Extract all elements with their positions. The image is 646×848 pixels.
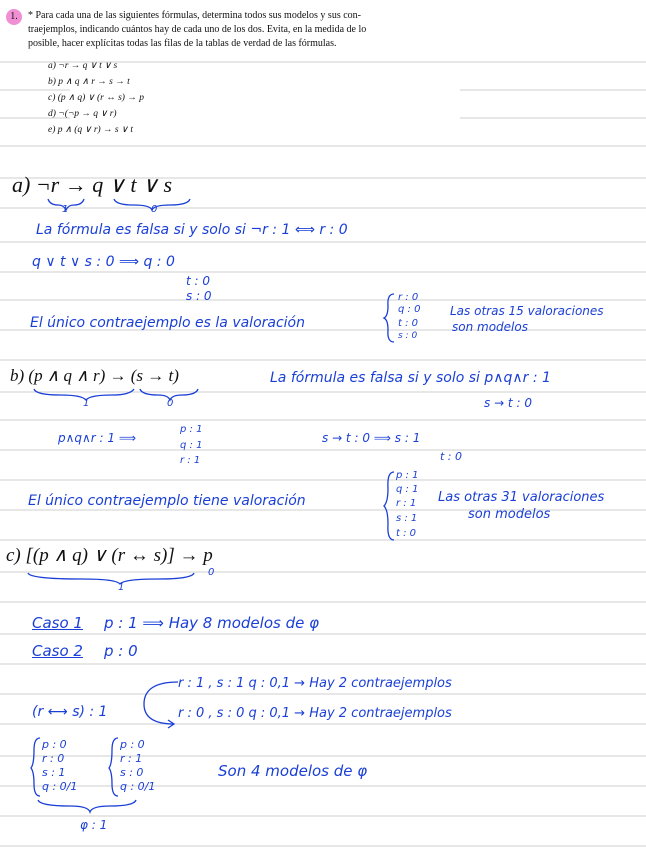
- problem-item-b: b) p ∧ q ∧ r → s → t: [48, 77, 130, 87]
- part-c-heading: c) [(p ∧ q) ∨ (r ↔ s)] → p: [6, 545, 213, 566]
- problem-item-a: a) ¬r → q ∨ t ∨ s: [48, 61, 118, 71]
- problem-number-badge: [6, 9, 22, 25]
- part-c-caso2-text: p : 0: [104, 642, 138, 660]
- part-c-branch-1: r : 1 , s : 1 q : 0,1 → Hay 2 contraejemplos: [178, 676, 452, 691]
- part-a-line-2c: s : 0: [186, 289, 212, 303]
- part-b-mid-eq: s → t : 0 ⟹ s : 1: [322, 431, 421, 445]
- part-c-caso2-label: Caso 2: [32, 642, 83, 660]
- part-c-brace-left-value: 1: [118, 582, 125, 593]
- part-b-left-val-p: p : 1: [180, 424, 203, 435]
- part-a-others: Las otras 15 valoraciones: [450, 304, 604, 318]
- part-c-caso1-label: Caso 1: [32, 614, 83, 632]
- part-b-left-eq: p∧q∧r : 1 ⟹: [58, 431, 137, 445]
- part-a-heading: a) ¬r → q ∨ t ∨ s: [12, 172, 173, 197]
- part-b-val-r: r : 1: [396, 498, 417, 509]
- part-c-set1-q: q : 0/1: [42, 780, 78, 793]
- part-c-branch-arrows: [134, 676, 184, 730]
- part-a-braces: [44, 196, 224, 220]
- part-b-heading: b) (p ∧ q ∧ r) → (s → t): [10, 366, 179, 385]
- part-b-others-2: son modelos: [468, 507, 551, 522]
- part-b-mid-val: t : 0: [440, 450, 463, 463]
- part-c-branch-2: r : 0 , s : 0 q : 0,1 → Hay 2 contraejemplos: [178, 706, 452, 721]
- part-a-line-2: q ∨ t ∨ s : 0 ⟹ q : 0: [32, 254, 175, 270]
- part-a-brace-right-value: 0: [151, 204, 158, 215]
- part-a-val-q: q : 0: [398, 304, 421, 315]
- part-b-val-p: p : 1: [396, 470, 419, 481]
- problem-item-c: c) (p ∧ q) ∨ (r ↔ s) → p: [48, 93, 144, 103]
- part-b-val-q: q : 1: [396, 484, 419, 495]
- part-c-brace-right-value: 0: [208, 567, 215, 578]
- problem-text-line-3: posible, hacer explícitas todas las filas de la tablas de verdad de las fórmulas.: [28, 38, 337, 49]
- part-a-val-t: t : 0: [398, 318, 419, 329]
- part-c-set1-s: s : 1: [42, 766, 66, 779]
- part-c-iff-label: (r ⟷ s) : 1: [32, 704, 108, 720]
- part-b-left-val-r: r : 1: [180, 455, 201, 466]
- part-a-others-2: son modelos: [452, 320, 528, 334]
- problem-number: 1.: [10, 11, 18, 22]
- part-a-line-2b: t : 0: [186, 274, 211, 288]
- part-a-line-1: La fórmula es falsa si y solo si ¬r : 1 ⟺ r : 0: [36, 222, 348, 238]
- part-a-brace-left-value: 1: [62, 204, 69, 215]
- part-b-right-2: s → t : 0: [484, 396, 532, 410]
- part-b-left-val-q: q : 1: [180, 440, 203, 451]
- part-c-set2-q: q : 0/1: [120, 780, 156, 793]
- part-c-caso1-text: p : 1 ⟹ Hay 8 modelos de φ: [104, 614, 320, 632]
- part-b-braces: [30, 386, 220, 410]
- part-c-set2-s: s : 0: [120, 766, 144, 779]
- part-b-valuation-text: El único contraejemplo tiene valoración: [28, 493, 306, 509]
- part-b-valuation-brace: [382, 470, 396, 542]
- part-b-brace-right-value: 0: [167, 398, 174, 409]
- part-a-val-s: s : 0: [398, 331, 418, 341]
- part-b-others: Las otras 31 valoraciones: [438, 490, 605, 505]
- part-b-val-s: s : 1: [396, 513, 418, 524]
- part-a-valuation-brace: [382, 292, 396, 344]
- part-c-set2-p: p : 0: [120, 738, 145, 751]
- part-c-phi: φ : 1: [80, 818, 108, 832]
- part-c-set1-p: p : 0: [42, 738, 67, 751]
- part-a-val-r: r : 0: [398, 292, 419, 303]
- part-b-right-1: La fórmula es falsa si y solo si p∧q∧r : 1: [270, 370, 551, 386]
- part-b-val-t: t : 0: [396, 528, 417, 539]
- part-c-set2-r: r : 1: [120, 752, 143, 765]
- problem-item-d: d) ¬(¬p → q ∨ r): [48, 109, 117, 119]
- problem-text-line-2: traejemplos, indicando cuántos hay de cada uno de los dos. Evita, en la medida de lo: [28, 24, 367, 35]
- part-c-conclusion: Son 4 modelos de φ: [218, 762, 368, 780]
- problem-item-e: e) p ∧ (q ∨ r) → s ∨ t: [48, 125, 133, 135]
- problem-text-line-1: * Para cada una de las siguientes fórmulas, determina todos sus modelos y sus con-: [28, 10, 361, 21]
- part-c-set1-r: r : 0: [42, 752, 65, 765]
- part-b-brace-left-value: 1: [83, 398, 90, 409]
- part-a-line-3: El único contraejemplo es la valoración: [30, 315, 305, 331]
